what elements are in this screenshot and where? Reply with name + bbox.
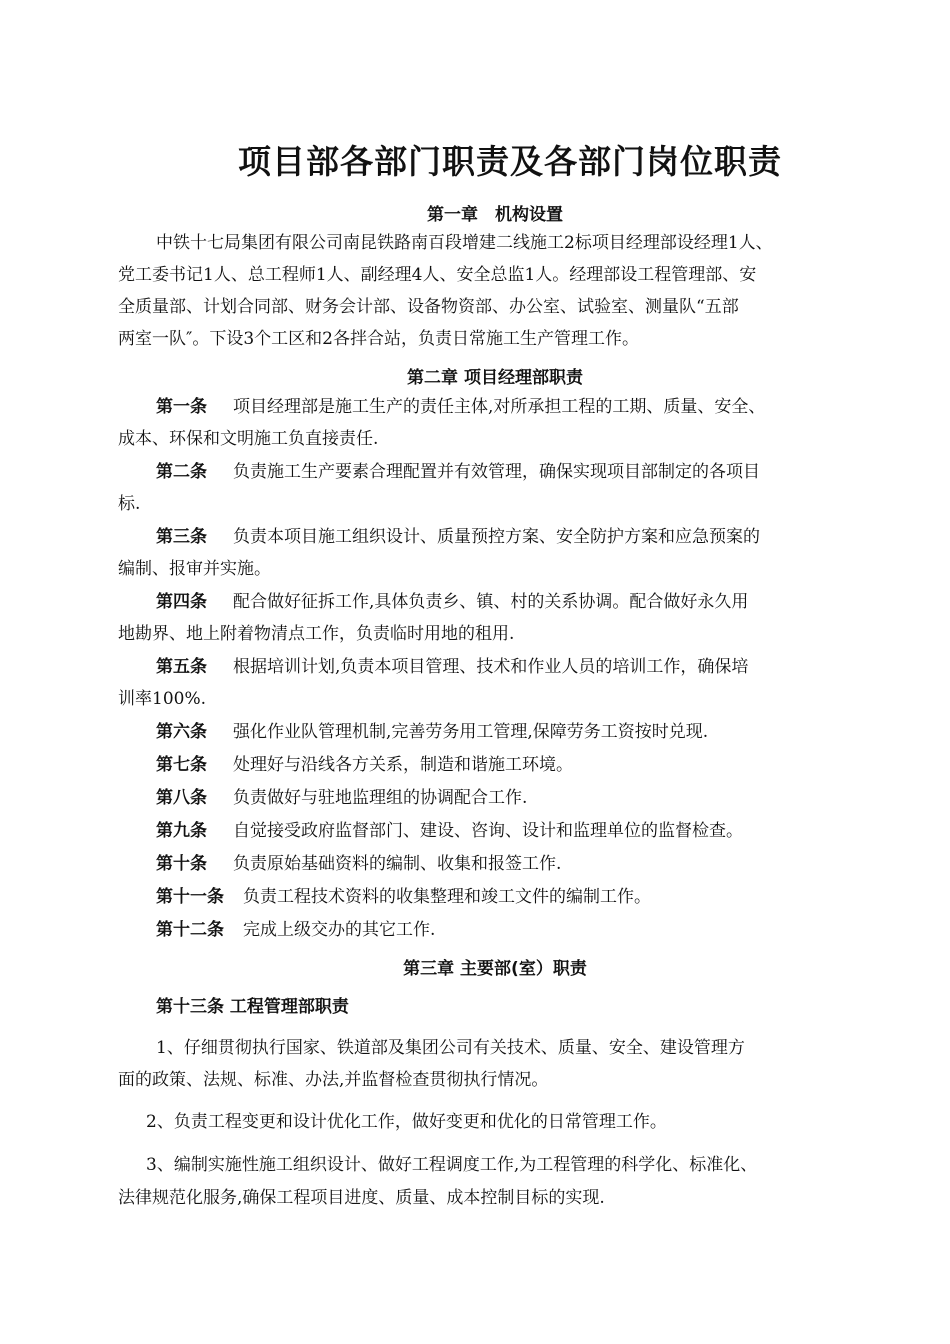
article-8 — [156, 787, 527, 809]
article-1-cont: 成本、环保和文明施工负直接责任. — [118, 429, 379, 449]
article-1 — [156, 396, 765, 418]
article-5-cont: 训率100%. — [118, 689, 207, 709]
article-10 — [156, 853, 561, 875]
article-5 — [156, 656, 748, 678]
chapter-1-heading: 第一章 机构设置 — [427, 205, 563, 225]
article-label: 第六条 — [156, 722, 207, 742]
article-text: 负责做好与驻地监理组的协调配合工作. — [233, 788, 528, 808]
article-text: 配合做好征拆工作,具体负责乡、镇、村的关系协调。配合做好永久用 — [233, 592, 749, 612]
duty-item-1: 1、仔细贯彻执行国家、铁道部及集团公司有关技术、质量、安全、建设管理方 — [156, 1038, 745, 1058]
ch1-line-1: 中铁十七局集团有限公司南昆铁路南百段增建二线施工2标项目经理部设经理1人、 — [156, 233, 773, 253]
duty-item-3-cont: 法律规范化服务,确保工程项目进度、质量、成本控制目标的实现. — [118, 1188, 605, 1208]
article-12 — [156, 919, 435, 941]
ch1-line-4: 两室一队″。下设3个工区和2各拌合站，负责日常施工生产管理工作。 — [118, 329, 639, 349]
article-label: 第十条 — [156, 854, 207, 874]
article-text: 自觉接受政府监督部门、建设、咨询、设计和监理单位的监督检查。 — [233, 821, 743, 841]
article-3 — [156, 526, 760, 548]
article-7 — [156, 754, 573, 776]
article-text: 负责施工生产要素合理配置并有效管理，确保实现项目部制定的各项目 — [233, 462, 760, 482]
article-4-cont: 地勘界、地上附着物清点工作，负责临时用地的租用. — [118, 624, 515, 644]
article-2-cont: 标. — [118, 494, 141, 514]
article-label: 第九条 — [156, 821, 207, 841]
duty-item-1-cont: 面的政策、法规、标准、办法,并监督检查贯彻执行情况。 — [118, 1070, 549, 1090]
article-label: 第八条 — [156, 788, 207, 808]
article-2 — [156, 461, 760, 483]
article-text: 负责工程技术资料的收集整理和竣工文件的编制工作。 — [243, 887, 651, 907]
chapter-3-heading: 第三章 主要部(室）职责 — [403, 959, 587, 979]
article-text: 强化作业队管理机制,完善劳务用工管理,保障劳务工资按时兑现. — [233, 722, 709, 742]
article-6 — [156, 721, 708, 743]
duty-item-2: 2、负责工程变更和设计优化工作，做好变更和优化的日常管理工作。 — [146, 1112, 667, 1132]
ch1-line-3: 全质量部、计划合同部、财务会计部、设备物资部、办公室、试验室、测量队“五部 — [118, 297, 739, 317]
article-label: 第三条 — [156, 527, 207, 547]
article-3-cont: 编制、报审并实施。 — [118, 559, 271, 579]
article-text: 处理好与沿线各方关系，制造和谐施工环境。 — [233, 755, 573, 775]
article-label: 第七条 — [156, 755, 207, 775]
duty-item-3: 3、编制实施性施工组织设计、做好工程调度工作,为工程管理的科学化、标准化、 — [146, 1155, 758, 1175]
article-11 — [156, 886, 651, 908]
article-text: 负责本项目施工组织设计、质量预控方案、安全防护方案和应急预案的 — [233, 527, 760, 547]
article-text: 项目经理部是施工生产的责任主体,对所承担工程的工期、质量、安全、 — [233, 397, 766, 417]
article-13-heading: 第十三条 工程管理部职责 — [156, 997, 349, 1017]
article-text: 根据培训计划,负责本项目管理、技术和作业人员的培训工作，确保培 — [233, 657, 749, 677]
article-label: 第四条 — [156, 592, 207, 612]
article-text: 完成上级交办的其它工作. — [243, 920, 436, 940]
page-title: 项目部各部门职责及各部门岗位职责 — [238, 142, 782, 181]
ch1-line-2: 党工委书记1人、总工程师1人、副经理4人、安全总监1人。经理部设工程管理部、安 — [118, 265, 757, 285]
article-label: 第一条 — [156, 397, 207, 417]
article-label: 第十一条 — [156, 887, 224, 907]
article-label: 第十二条 — [156, 920, 224, 940]
chapter-2-heading: 第二章 项目经理部职责 — [407, 368, 583, 388]
article-4 — [156, 591, 748, 613]
article-label: 第二条 — [156, 462, 207, 482]
article-label: 第五条 — [156, 657, 207, 677]
article-9 — [156, 820, 743, 842]
article-text: 负责原始基础资料的编制、收集和报签工作. — [233, 854, 562, 874]
